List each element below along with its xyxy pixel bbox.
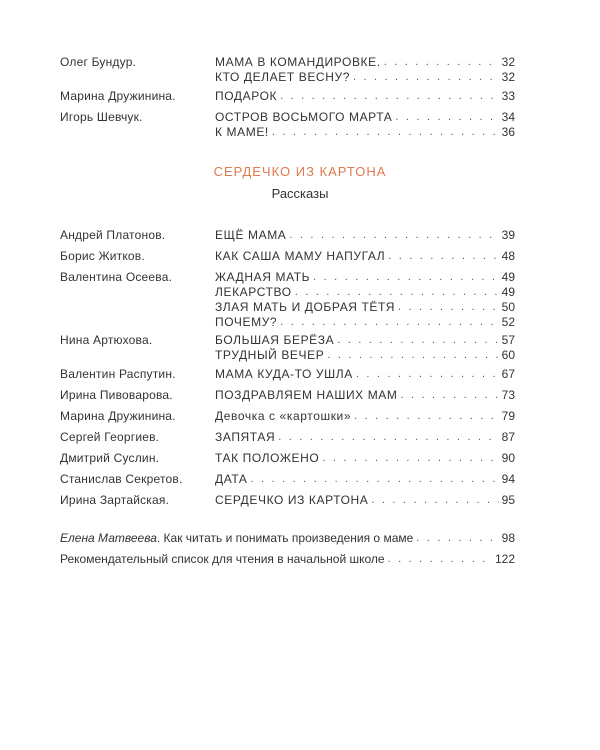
- toc-entry[interactable]: [215, 388, 515, 403]
- leader-dots: [353, 70, 499, 85]
- entry-title: ПОДАРОК: [215, 89, 278, 103]
- author-name: Нина Артюхова.: [60, 333, 153, 347]
- leader-dots: [384, 55, 499, 70]
- leader-dots: [289, 228, 498, 243]
- entry-title: ЛЕКАРСТВО: [215, 285, 292, 299]
- toc-entry[interactable]: [215, 110, 515, 125]
- toc-entry[interactable]: [215, 89, 515, 104]
- leader-dots: [280, 315, 498, 330]
- toc-entry[interactable]: [215, 300, 515, 315]
- toc-entry-reading-list[interactable]: [60, 552, 515, 567]
- page-number: 87: [501, 430, 515, 444]
- toc-entry[interactable]: [215, 249, 515, 264]
- leader-dots: [395, 110, 498, 125]
- toc-entry[interactable]: [215, 430, 515, 445]
- reading-list-title: Рекомендательный список для чтения в начальной школе: [60, 552, 385, 566]
- author-name: Сергей Георгиев.: [60, 430, 160, 444]
- page-number: 90: [501, 451, 515, 465]
- page-number: 95: [501, 493, 515, 507]
- author-name: Андрей Платонов.: [60, 228, 166, 242]
- page-number: 33: [501, 89, 515, 103]
- entry-title: ЖАДНАЯ МАТЬ: [215, 270, 311, 284]
- leader-dots: [354, 409, 499, 424]
- afterword-title: . Как читать и понимать произведения о маме: [156, 531, 414, 545]
- toc-entry[interactable]: [215, 315, 515, 330]
- author-name: Марина Дружинина.: [60, 409, 176, 423]
- entry-title: КАК САША МАМУ НАПУГАЛ: [215, 249, 386, 263]
- entry-title: ПОЧЕМУ?: [215, 315, 278, 329]
- leader-dots: [356, 367, 499, 382]
- leader-dots: [251, 472, 499, 487]
- entry-title: ДАТА: [215, 472, 248, 486]
- author-name: Ирина Пивоварова.: [60, 388, 173, 402]
- page-number: 32: [501, 55, 515, 69]
- page-number: 94: [501, 472, 515, 486]
- author-name: Олег Бундур.: [60, 55, 137, 69]
- toc-entry[interactable]: [215, 367, 515, 382]
- entry-title: ПОЗДРАВЛЯЕМ НАШИХ МАМ: [215, 388, 398, 402]
- leader-dots: [337, 333, 498, 348]
- section-title: СЕРДЕЧКО ИЗ КАРТОНА: [213, 164, 387, 179]
- afterword-author: Елена Матвеева: [60, 531, 157, 545]
- page-number: 48: [501, 249, 515, 263]
- toc-entry[interactable]: [215, 125, 515, 140]
- entry-title: ЕЩЁ МАМА: [215, 228, 287, 242]
- page-number: 57: [501, 333, 515, 347]
- page-number: 39: [501, 228, 515, 242]
- entry-title: ЗЛАЯ МАТЬ И ДОБРАЯ ТЁТЯ: [215, 300, 395, 314]
- entry-title: КТО ДЕЛАЕТ ВЕСНУ?: [215, 70, 350, 84]
- toc-entry[interactable]: [215, 409, 515, 424]
- page-number: 36: [501, 125, 515, 139]
- entry-title: К МАМЕ!: [215, 125, 269, 139]
- page-number: 122: [494, 552, 515, 566]
- page-number: 32: [501, 70, 515, 84]
- toc-entry[interactable]: [215, 348, 515, 363]
- page-number: 34: [501, 110, 515, 124]
- entry-title: СЕРДЕЧКО ИЗ КАРТОНА: [215, 493, 369, 507]
- toc-entry[interactable]: [215, 333, 515, 348]
- page-number: 49: [501, 285, 515, 299]
- page-number: 49: [501, 270, 515, 284]
- toc-entry[interactable]: [215, 451, 515, 466]
- page-number: 79: [501, 409, 515, 423]
- entry-title: ТАК ПОЛОЖЕНО: [215, 451, 320, 465]
- page-number: 67: [501, 367, 515, 381]
- toc-entry[interactable]: [215, 70, 515, 85]
- leader-dots: [278, 430, 498, 445]
- leader-dots: [313, 270, 498, 285]
- page-number: 60: [501, 348, 515, 362]
- leader-dots: [272, 125, 499, 140]
- entry-title: Девочка с «картошки»: [215, 409, 352, 423]
- leader-dots: [401, 388, 499, 403]
- leader-dots: [388, 249, 498, 264]
- toc-entry[interactable]: [215, 285, 515, 300]
- toc-entry[interactable]: [215, 493, 515, 508]
- author-name: Марина Дружинина.: [60, 89, 176, 103]
- entry-title: ЗАПЯТАЯ: [215, 430, 276, 444]
- page-number: 73: [501, 388, 515, 402]
- leader-dots: [388, 552, 492, 567]
- author-name: Станислав Секретов.: [60, 472, 183, 486]
- author-name: Ирина Зартайская.: [60, 493, 170, 507]
- author-name: Валентина Осеева.: [60, 270, 173, 284]
- toc-entry-afterword[interactable]: [60, 531, 515, 546]
- author-name: Валентин Распутин.: [60, 367, 176, 381]
- leader-dots: [280, 89, 499, 104]
- entry-title: МАМА В КОМАНДИРОВКЕ.: [215, 55, 381, 69]
- afterword-title-line: [60, 531, 413, 546]
- author-name: Игорь Шевчук.: [60, 110, 143, 124]
- toc-entry[interactable]: [215, 55, 515, 70]
- leader-dots: [416, 531, 498, 546]
- author-name: Дмитрий Суслин.: [60, 451, 160, 465]
- author-name: Борис Житков.: [60, 249, 145, 263]
- entry-title: ТРУДНЫЙ ВЕЧЕР: [215, 348, 325, 362]
- toc-entry[interactable]: [215, 472, 515, 487]
- entry-title: ОСТРОВ ВОСЬМОГО МАРТА: [215, 110, 393, 124]
- entry-title: БОЛЬШАЯ БЕРЁЗА: [215, 333, 335, 347]
- page-number: 52: [501, 315, 515, 329]
- leader-dots: [295, 285, 499, 300]
- leader-dots: [371, 493, 498, 508]
- page-number: 50: [501, 300, 515, 314]
- toc-entry[interactable]: [215, 228, 515, 243]
- section-subtitle: Рассказы: [271, 186, 329, 201]
- leader-dots: [322, 451, 498, 466]
- leader-dots: [327, 348, 498, 363]
- entry-title: МАМА КУДА-ТО УШЛА: [215, 367, 353, 381]
- toc-entry[interactable]: [215, 270, 515, 285]
- page-number: 98: [501, 531, 515, 545]
- leader-dots: [398, 300, 499, 315]
